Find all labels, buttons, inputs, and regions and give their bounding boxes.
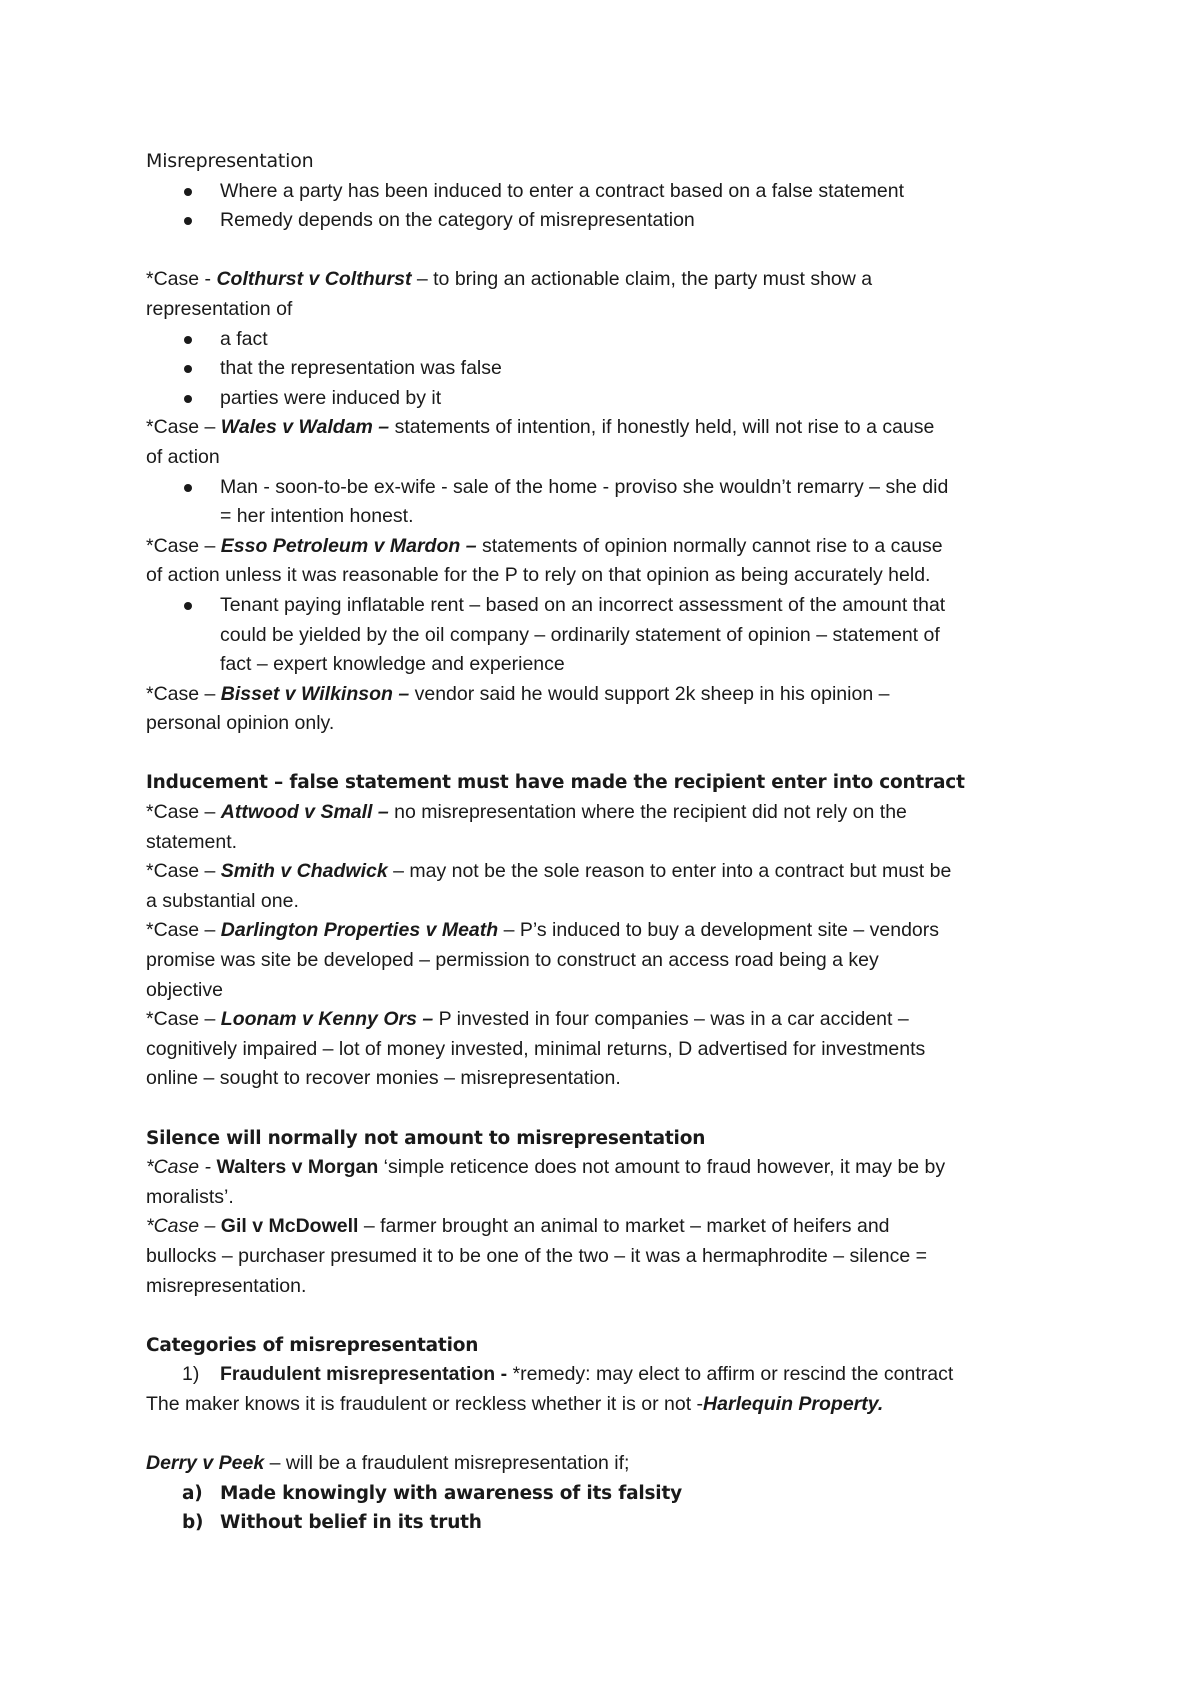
case-entry-bisset: *Case – Bisset v Wilkinson – vendor said he would support 2k sheep in his opinion – — [146, 682, 890, 705]
case-text-continued: objective — [146, 978, 223, 1001]
bullet-continued: fact – expert knowledge and experience — [220, 653, 565, 676]
bullet-item: that the representation was false — [146, 354, 1076, 384]
case-text-continued: of action unless it was reasonable for the P to rely on that opinion as being accurately held. — [146, 564, 931, 587]
bullet-icon — [184, 484, 192, 492]
case-entry-attwood: *Case – Attwood v Small – no misrepresentation where the recipient did not rely on the — [146, 801, 907, 824]
bullet-icon — [184, 217, 192, 225]
bullet-item: Where a party has been induced to enter a contract based on a false statement — [146, 177, 1076, 207]
case-entry-darlington: *Case – Darlington Properties v Meath – P’s induced to buy a development site – vendors — [146, 919, 940, 942]
spacer — [146, 1301, 1076, 1331]
list-marker: 1) — [182, 1363, 200, 1386]
bullet-item: a fact — [146, 325, 1076, 355]
case-text-continued: a substantial one. — [146, 889, 299, 912]
case-text-continued: moralists’. — [146, 1185, 234, 1208]
case-entry-loonam: *Case – Loonam v Kenny Ors – P invested in four companies – was in a car accident – — [146, 1008, 909, 1031]
bullet-icon — [184, 365, 192, 373]
bullet-continued: could be yielded by the oil company – ordinarily statement of opinion – statement of — [220, 623, 940, 646]
case-name: Smith v Chadwick — [220, 860, 388, 883]
bullet-item: parties were induced by it — [146, 384, 1076, 414]
case-entry-derry: Derry v Peek – will be a fraudulent misrepresentation if; — [146, 1452, 630, 1475]
case-text-continued: representation of — [146, 297, 293, 320]
spacer — [146, 236, 1076, 266]
bullet-icon — [184, 602, 192, 610]
bullet-continued: = her intention honest. — [220, 505, 414, 528]
case-text-continued: bullocks – purchaser presumed it to be one of the two – it was a hermaphrodite – silence = — [146, 1244, 927, 1267]
section-heading-misrepresentation: Misrepresentation — [146, 150, 314, 172]
bullet-item: Man - soon-to-be ex-wife - sale of the home - proviso she wouldn’t remarry – she did — [146, 473, 1076, 503]
bullet-item: Remedy depends on the category of misrepresentation — [146, 206, 1076, 236]
case-name: Bisset v Wilkinson – — [220, 682, 410, 705]
list-marker: b) — [182, 1512, 204, 1534]
case-entry-gil: *Case – Gil v McDowell – farmer brought an animal to market – market of heifers and — [146, 1215, 890, 1238]
case-text-continued: of action — [146, 445, 220, 468]
case-text-continued: statement. — [146, 830, 238, 853]
case-text-continued: cognitively impaired – lot of money invested, minimal returns, D advertised for investments — [146, 1037, 926, 1060]
bullet-icon — [184, 336, 192, 344]
case-text-continued: promise was site be developed – permission to construct an access road being a key — [146, 949, 879, 972]
spacer — [146, 1094, 1076, 1124]
case-entry-smith: *Case – Smith v Chadwick – may not be the sole reason to enter into a contract but must be — [146, 860, 952, 883]
lettered-item: b) Without belief in its truth — [146, 1508, 1076, 1538]
case-name: Esso Petroleum v Mardon – — [220, 534, 477, 557]
bullet-icon — [184, 395, 192, 403]
document-body — [146, 147, 1076, 1538]
case-name: Darlington Properties v Meath — [220, 919, 499, 942]
section-heading-categories: Categories of misrepresentation — [146, 1334, 479, 1356]
case-name: Gil v McDowell — [220, 1215, 359, 1238]
case-name: Attwood v Small – — [220, 801, 389, 824]
case-name: Wales v Waldam – — [220, 416, 390, 439]
section-heading-inducement: Inducement – false statement must have made the recipient enter into contract — [146, 772, 965, 794]
case-name: Derry v Peek — [146, 1452, 265, 1475]
list-marker: a) — [182, 1482, 203, 1504]
lettered-item: a) Made knowingly with awareness of its falsity — [146, 1479, 1076, 1509]
case-name: Harlequin Property. — [703, 1392, 884, 1415]
numbered-item: 1) Fraudulent misrepresentation - *remedy: may elect to affirm or rescind the contract — [146, 1360, 1076, 1390]
spacer — [146, 739, 1076, 769]
bullet-icon — [184, 188, 192, 196]
case-entry-esso: *Case – Esso Petroleum v Mardon – statements of opinion normally cannot rise to a cause — [146, 534, 943, 557]
case-name: Loonam v Kenny Ors – — [220, 1008, 434, 1031]
case-entry-colthurst: *Case - Colthurst v Colthurst – to bring an actionable claim, the party must show a — [146, 268, 873, 291]
category-description: The maker knows it is fraudulent or reckless whether it is or not -Harlequin Property. — [146, 1392, 884, 1415]
bullet-item: Tenant paying inflatable rent – based on an incorrect assessment of the amount that — [146, 591, 1076, 621]
case-entry-walters: *Case - Walters v Morgan ‘simple reticence does not amount to fraud however, it may be by — [146, 1156, 946, 1179]
case-text-continued: personal opinion only. — [146, 712, 335, 735]
case-text-continued: misrepresentation. — [146, 1274, 307, 1297]
case-name: Walters v Morgan — [216, 1156, 379, 1179]
case-entry-wales: *Case – Wales v Waldam – statements of intention, if honestly held, will not rise to a cause — [146, 416, 935, 439]
spacer — [146, 1420, 1076, 1450]
case-text-continued: online – sought to recover monies – misrepresentation. — [146, 1067, 621, 1090]
case-name: Colthurst v Colthurst — [216, 268, 412, 291]
section-heading-silence: Silence will normally not amount to misrepresentation — [146, 1127, 706, 1149]
